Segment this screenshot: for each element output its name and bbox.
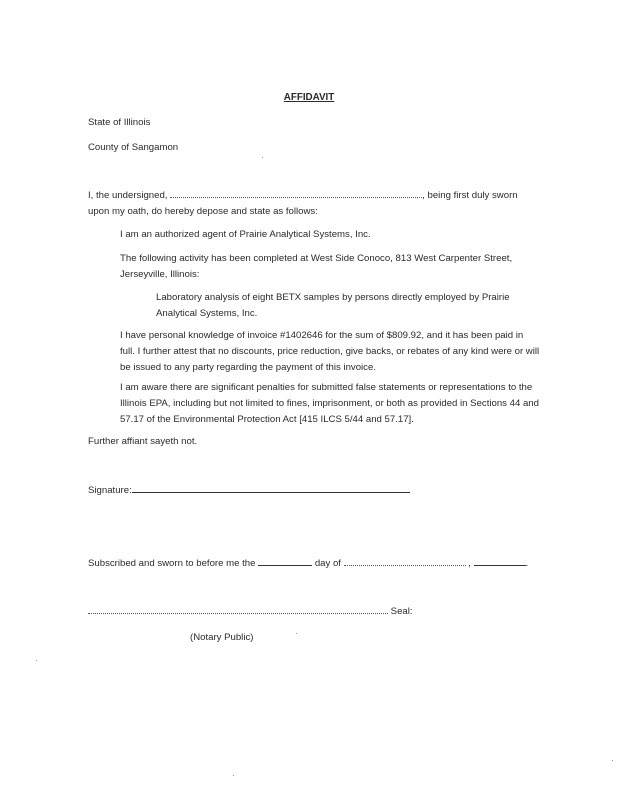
closing-line: Further affiant sayeth not. — [88, 436, 198, 447]
intro-before: I, the undersigned, — [88, 190, 168, 201]
statement-agent: I am an authorized agent of Prairie Analytical Systems, Inc. — [120, 229, 371, 240]
affiant-name-blank[interactable] — [170, 188, 422, 198]
document-title: AFFIDAVIT — [283, 92, 335, 103]
scan-speck — [233, 775, 234, 776]
sworn-line — [88, 556, 528, 572]
signature-label: Signature: — [88, 485, 132, 496]
state-line: State of Illinois — [88, 117, 151, 128]
statement-penalties: I am aware there are significant penalties for submitted false statements or representations to the Illinois EPA, including but not limited to fines, imprisonment, or both as provided in Sections 44 and 57.17 of the Environmental Protection Act [415 ILCS 5/44 and 57.17]. — [120, 382, 539, 425]
notary-signature-blank[interactable] — [88, 604, 388, 614]
sworn-prefix: Subscribed and sworn to before me the — [88, 558, 256, 569]
day-of-label: day of — [314, 558, 341, 569]
notary-public-label: (Notary Public) — [190, 632, 254, 643]
signature-blank[interactable] — [132, 483, 410, 493]
notary-line — [88, 604, 413, 620]
sworn-comma: , — [468, 558, 471, 569]
intro-line — [88, 188, 518, 204]
statement-lab-analysis: Laboratory analysis of eight BETX samples by persons directly employed by Prairie Analytical Systems, Inc. — [156, 292, 510, 319]
scan-speck — [262, 157, 263, 158]
seal-label: Seal: — [390, 606, 413, 617]
scan-speck — [612, 760, 613, 761]
intro-after: , being first duly sworn — [422, 190, 518, 201]
county-line: County of Sangamon — [88, 142, 179, 153]
statement-activity: The following activity has been completed at West Side Conoco, 813 West Carpenter Street, Jerseyville, Illinois: — [120, 253, 513, 280]
signature-line — [88, 483, 410, 499]
scan-speck — [36, 660, 37, 661]
day-blank[interactable] — [258, 556, 312, 566]
statement-invoice: I have personal knowledge of invoice #1402646 for the sum of $809.92, and it has been paid in full. I further attest that no discounts, price reduction, give backs, or rebates of any kind were or will be issued to any party regarding the payment of this invoice. — [120, 330, 540, 373]
intro-line-2: upon my oath, do hereby depose and state as follows: — [88, 206, 318, 217]
month-blank[interactable] — [344, 556, 466, 566]
year-blank[interactable] — [474, 556, 526, 566]
sworn-end: . — [525, 558, 529, 569]
scan-speck — [296, 633, 297, 634]
